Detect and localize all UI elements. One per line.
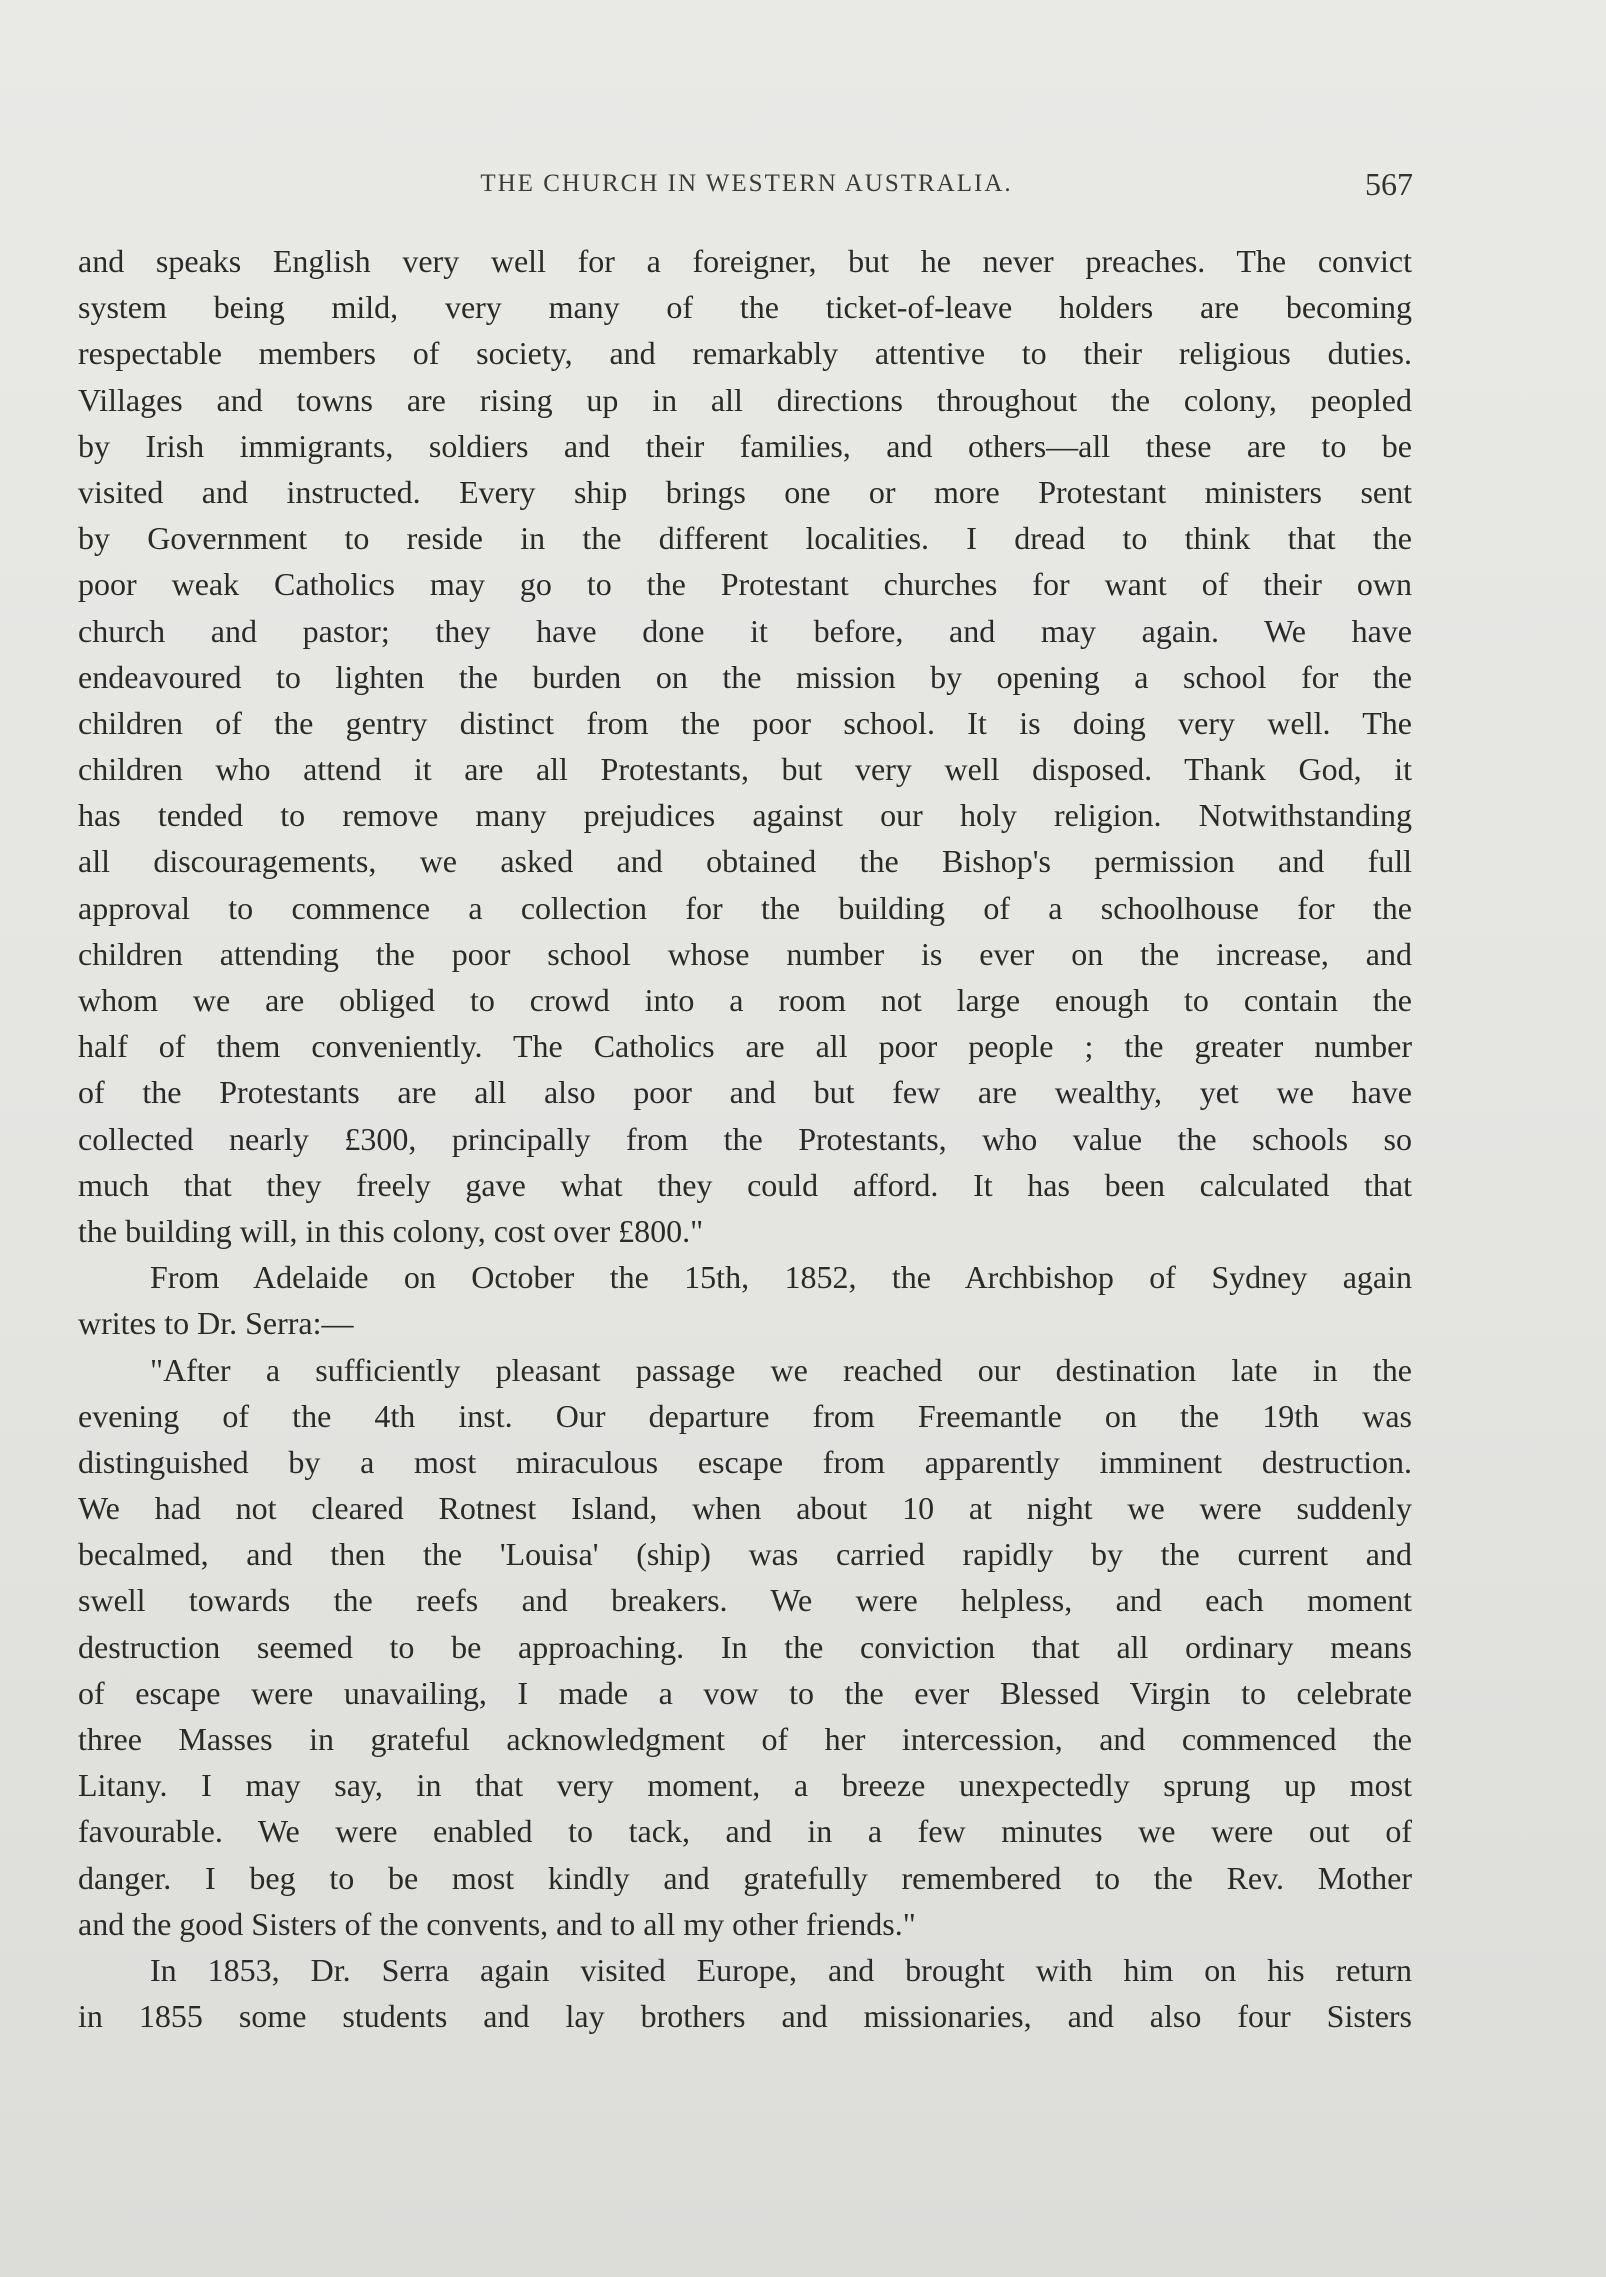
text-line: children who attend it are all Protestants, but very well disposed. Thank God, it: [78, 751, 1412, 788]
text-line: becalmed, and then the 'Louisa' (ship) was carried rapidly by the current and: [78, 1536, 1412, 1573]
text-line: system being mild, very many of the ticket-of-leave holders are becoming: [78, 289, 1412, 326]
running-title: THE CHURCH IN WESTERN AUSTRALIA.: [480, 170, 1013, 197]
text-line: all discouragements, we asked and obtained the Bishop's permission and full: [78, 843, 1412, 880]
text-line: visited and instructed. Every ship brings one or more Protestant ministers sent: [78, 473, 1412, 510]
text-line: by Irish immigrants, soldiers and their families, and others—all these are to be: [78, 427, 1412, 464]
paragraph-start-line: From Adelaide on October the 15th, 1852, the Archbishop of Sydney again: [150, 1259, 1412, 1296]
text-line: has tended to remove many prejudices against our holy religion. Notwithstanding: [78, 797, 1412, 834]
text-line: We had not cleared Rotnest Island, when about 10 at night we were suddenly: [78, 1490, 1412, 1527]
body-text: [78, 238, 1412, 2039]
page-number: 567: [1365, 166, 1413, 202]
text-line: half of them conveniently. The Catholics are all poor people ; the greater number: [78, 1028, 1412, 1065]
text-line: church and pastor; they have done it before, and may again. We have: [78, 612, 1412, 649]
text-line: whom we are obliged to crowd into a room not large enough to contain the: [78, 982, 1412, 1018]
text-line: poor weak Catholics may go to the Protestant churches for want of their own: [78, 566, 1412, 603]
text-line: children of the gentry distinct from the poor school. It is doing very well. The: [78, 704, 1412, 741]
text-line: swell towards the reefs and breakers. We were helpless, and each moment: [78, 1582, 1412, 1619]
text-line: distinguished by a most miraculous escape from apparently imminent destruction.: [78, 1443, 1412, 1480]
text-line: in 1855 some students and lay brothers and missionaries, and also four Sisters: [78, 1998, 1412, 2035]
text-line: respectable members of society, and remarkably attentive to their religious duties.: [78, 335, 1412, 372]
text-line: by Government to reside in the different localities. I dread to think that the: [78, 520, 1412, 557]
text-line: Villages and towns are rising up in all directions throughout the colony, peopled: [78, 381, 1412, 418]
running-head: [80, 166, 1413, 206]
text-line: endeavoured to lighten the burden on the mission by opening a school for the: [78, 658, 1412, 695]
paragraph-start-line: In 1853, Dr. Serra again visited Europe, and brought with him on his return: [150, 1951, 1412, 1988]
paragraph-end-line: the building will, in this colony, cost over £800.": [78, 1212, 704, 1249]
text-line: of escape were unavailing, I made a vow to the ever Blessed Virgin to celebrate: [78, 1674, 1412, 1711]
text-line: destruction seemed to be approaching. In the conviction that all ordinary means: [78, 1628, 1412, 1665]
text-line: children attending the poor school whose number is ever on the increase, and: [78, 935, 1412, 972]
paragraph-end-line: writes to Dr. Serra:—: [78, 1305, 354, 1342]
text-line: favourable. We were enabled to tack, and in a few minutes we were out of: [78, 1813, 1412, 1850]
text-line: evening of the 4th inst. Our departure from Freemantle on the 19th was: [78, 1397, 1412, 1434]
text-line: of the Protestants are all also poor and but few are wealthy, yet we have: [78, 1074, 1412, 1111]
text-line: Litany. I may say, in that very moment, a breeze unexpectedly sprung up most: [78, 1767, 1412, 1804]
text-line: and speaks English very well for a foreigner, but he never preaches. The convict: [78, 243, 1412, 279]
text-line: danger. I beg to be most kindly and gratefully remembered to the Rev. Mother: [78, 1859, 1412, 1896]
quote-start-line: "After a sufficiently pleasant passage we reached our destination late in the: [150, 1351, 1412, 1388]
text-line: much that they freely gave what they could afford. It has been calculated that: [78, 1166, 1412, 1203]
text-line: collected nearly £300, principally from the Protestants, who value the schools so: [78, 1120, 1412, 1157]
text-line: three Masses in grateful acknowledgment of her intercession, and commenced the: [78, 1721, 1412, 1757]
paragraph-end-line: and the good Sisters of the convents, and to all my other friends.": [78, 1905, 916, 1942]
text-line: approval to commence a collection for the building of a schoolhouse for the: [78, 889, 1412, 926]
